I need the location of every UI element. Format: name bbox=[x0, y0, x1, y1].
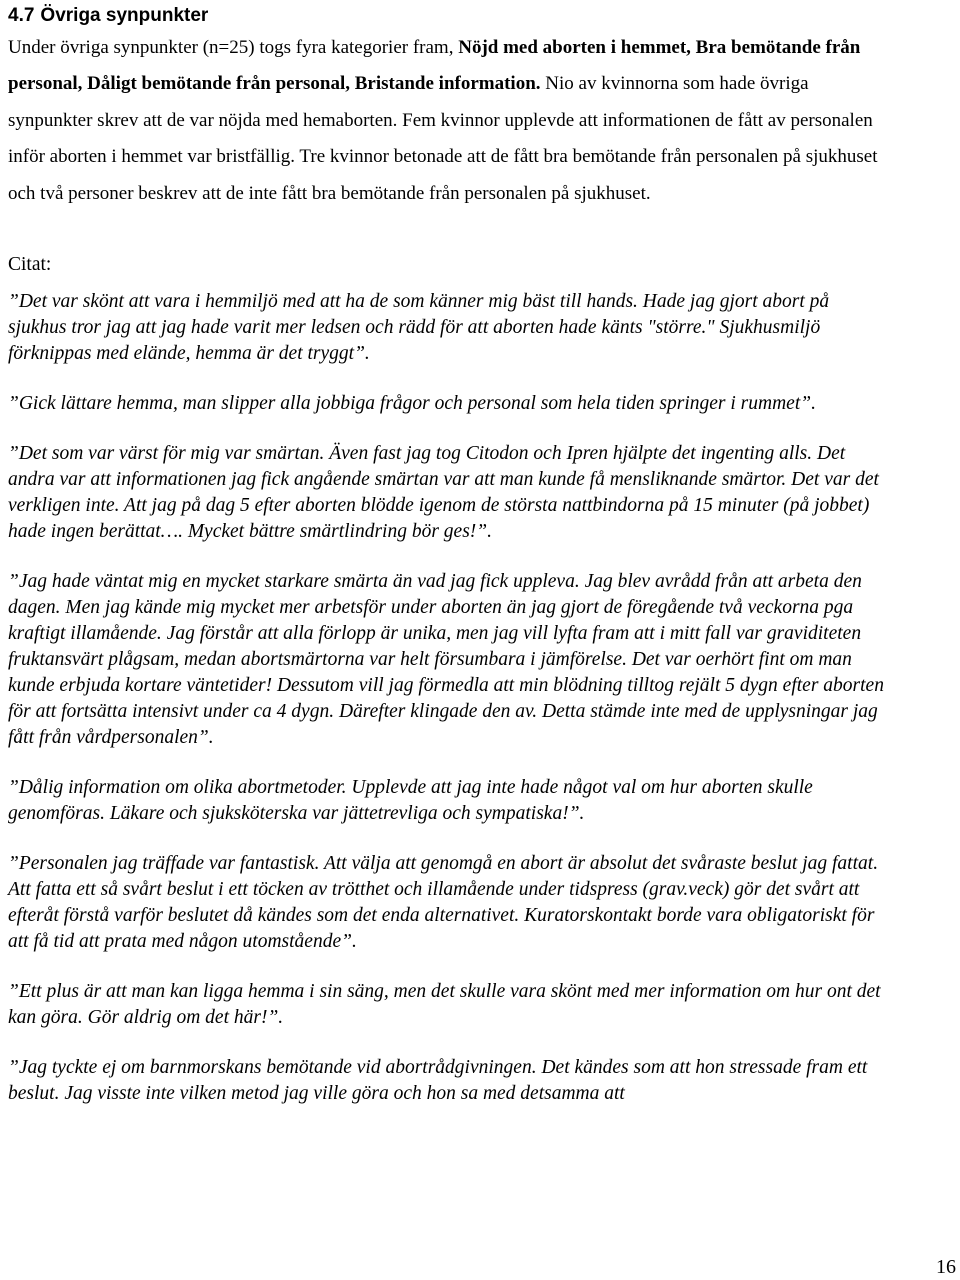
quote-4: ”Jag hade väntat mig en mycket starkare smärta än vad jag fick uppleva. Jag blev avrådd från att arbeta den dagen. Men jag kände mig mycket mer arbetsför under aborten än jag gjort de föregående två veckorna pga kraftigt illamående. Jag förstår att alla förlopp är unika, men jag vill lyfta fram att i mitt fall var graviditeten fruktansvärt plågsam, medan abortsmärtorna var helt försumbara i jämförelse. Det var oerhört fint om man kunde erbjuda kortare väntetider! Dessutom vill jag förmedla att min blödning tilltog rejält 5 dygn efter aborten för att fortsätta intensivt under ca 4 dygn. Därefter klingade den av. Detta stämde inte med de upplysningar jag fått från vårdpersonalen”. bbox=[8, 571, 884, 749]
intro-text-start: Under övriga synpunkter (n=25) togs fyra kategorier fram, bbox=[8, 37, 459, 58]
quote-5: ”Dålig information om olika abortmetoder. Upplevde att jag inte hade något val om hur aborten skulle genomföras. Läkare och sjuksköterska var jättetrevliga och sympatiska!”. bbox=[8, 777, 813, 825]
intro-text-end: Nio av kvinnorna som hade övriga synpunkter skrev att de var nöjda med hemaborten. Fem kvinnor upplevde att informationen de fått av personalen inför aborten i hemmet var bristfällig. Tre kvinnor betonade att de fått bra bemötande från personalen på sjukhuset och två personer beskrev att de inte fått bra bemötande från personalen på sjukhuset. bbox=[8, 73, 878, 204]
quote-2: ”Gick lättare hemma, man slipper alla jobbiga frågor och personal som hela tiden springer i rummet”. bbox=[8, 393, 816, 415]
citat-label: Citat: bbox=[8, 254, 52, 276]
intro-paragraph bbox=[8, 30, 888, 212]
section-title: Övriga synpunkter bbox=[40, 5, 209, 26]
section-heading bbox=[8, 2, 888, 30]
page-number: 16 bbox=[936, 1256, 956, 1278]
document-page bbox=[8, 2, 888, 1131]
section-number: 4.7 bbox=[8, 5, 35, 26]
quote-3: ”Det som var värst för mig var smärtan. Även fast jag tog Citodon och Ipren hjälpte det ingenting alls. Det andra var att informationen jag fick angående smärtan var att man kunde få mensliknande smärtor. Det var det verkligen inte. Att jag på dag 5 efter aborten blödde igenom de största nattbindorna på 15 minuter (på jobbet) hade ingen berättat…. Mycket bättre smärtlindring bör ges!”. bbox=[8, 443, 879, 543]
quote-6: ”Personalen jag träffade var fantastisk. Att välja att genomgå en abort är absolut det svåraste beslut jag fattat. Att fatta ett så svårt beslut i ett töcken av trötthet och illamående under tidspress (grav.veck) gör det svårt att efteråt förstå varför beslutet då kändes som det enda alternativet. Kuratorskontakt borde vara obligatoriskt för att få tid att prata med någon utomstående”. bbox=[8, 853, 879, 953]
intro-categories: Nöjd med aborten i hemmet, Bra bemötande från personal, Dåligt bemötande från personal, Bristande information. bbox=[8, 37, 861, 95]
quote-8: ”Jag tyckte ej om barnmorskans bemötande vid abortrådgivningen. Det kändes som att hon stressade fram ett beslut. Jag visste inte vilken metod jag ville göra och hon sa med detsamma att bbox=[8, 1057, 868, 1105]
quote-1: ”Det var skönt att vara i hemmiljö med att ha de som känner mig bäst till hands. Hade jag gjort abort på sjukhus tror jag att jag hade varit mer ledsen och rädd för att aborten hade känts "större." Sjukhusmiljö förknippas med elände, hemma är det tryggt”. bbox=[8, 291, 830, 365]
quote-7: ”Ett plus är att man kan ligga hemma i sin säng, men det skulle vara skönt med mer information om hur ont det kan göra. Gör aldrig om det här!”. bbox=[8, 981, 881, 1029]
